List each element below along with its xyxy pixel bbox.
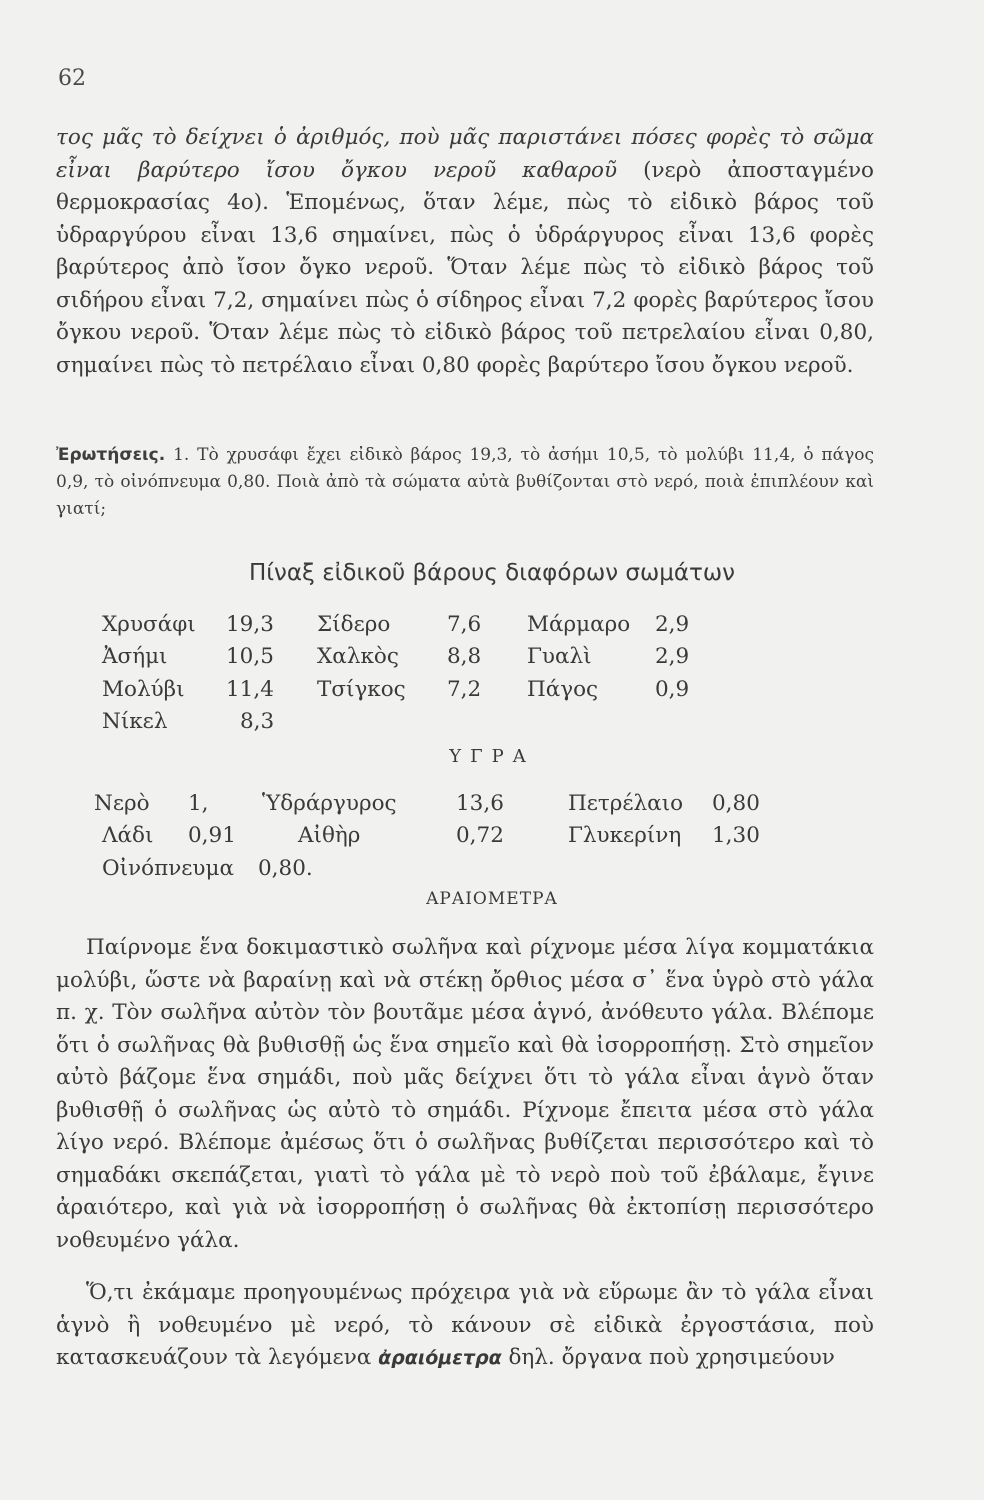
solid-name: Σίδερο xyxy=(317,612,391,637)
solid-name: Πάγος xyxy=(527,677,599,702)
liquid-name: Οἰνόπνευμα xyxy=(102,856,234,881)
intro-italic-lead: τος μᾶς τὸ δείχνει ὁ ἀριθμός, ποὺ μᾶς παριστάνει πόσες φορὲς τὸ σῶμα εἶναι βαρύτερο ἴσου ὄγκου νεροῦ καθαροῦ xyxy=(56,125,874,183)
questions-block xyxy=(56,442,874,523)
liquid-name: Λάδι xyxy=(102,823,154,848)
liquid-value: 1,30 xyxy=(712,823,760,848)
section-heading: ΑΡΑΙΟΜΕΤΡΑ xyxy=(426,889,558,909)
solid-name: Ἀσήμι xyxy=(102,644,168,669)
solid-value: 19,3 xyxy=(226,612,274,637)
liquid-name: Γλυκερίνη xyxy=(568,823,682,848)
liquid-name: Αἰθὴρ xyxy=(298,823,361,848)
page-number: 62 xyxy=(58,66,86,91)
hydrometer-paragraph: Παίρνομε ἕνα δοκιμαστικὸ σωλῆνα καὶ ρίχνομε μέσα λίγα κομματάκια μολύβι, ὥστε νὰ βαραίνῃ καὶ νὰ στέκῃ ὄρθιος μέσα σ᾽ ἕνα ὑγρὸ στὸ γάλα π. χ. Τὸν σωλῆνα αὐτὸν τὸν βουτᾶμε μέσα ἁγνό, ἀνόθευτο γάλα. Βλέπομε ὅτι ὁ σωλῆνας θὰ βυθισθῇ ὡς ἕνα σημεῖο καὶ θὰ ἰσορροπήσῃ. Στὸ σημεῖον αὐτὸ βάζομε ἕνα σημάδι, ποὺ μᾶς δείχνει ὅτι τὸ γάλα εἶναι ἁγνὸ ὅταν βυθισθῇ ὁ σωλῆνας ὡς αὐτὸ τὸ σημάδι. Ρίχνομε ἔπειτα μέσα στὸ γάλα λίγο νερό. Βλέπομε ἀμέσως ὅτι ὁ σωλῆνας βυθίζεται περισσότερο καὶ τὸ σημαδάκι σκεπάζεται, γιατὶ τὸ γάλα μὲ τὸ νερὸ ποὺ τοῦ ἐβάλαμε, ἔγινε ἀραιότερο, καὶ γιὰ νὰ ἰσορροπήσῃ ὁ σωλῆνας θὰ ἐκτοπίσῃ περισσότερο νοθευμένο γάλα. xyxy=(56,935,874,1253)
questions-text: 1. Τὸ χρυσάφι ἔχει εἰδικὸ βάρος 19,3, τὸ ἀσήμι 10,5, τὸ μολύβι 11,4, ὁ πάγος 0,9, τὸ οἰνόπνευμα 0,80. Ποιὰ ἀπὸ τὰ σώματα αὐτὰ βυθίζονται στὸ νερό, ποιὰ ἐπιπλέουν καὶ γιατί; xyxy=(56,445,874,519)
para2-start: Ὅ,τι ἐκάμαμε προηγουμένως πρόχειρα γιὰ νὰ εὕρωμε ἂν τὸ γάλα εἶναι ἁγνὸ ἢ νοθευμένο μὲ νερό, τὸ κάνουν σὲ εἰδικὰ ἐργοστάσια, ποὺ κατασκευάζουν τὰ λεγόμενα xyxy=(56,1280,874,1370)
solid-name: Νίκελ xyxy=(102,709,168,734)
questions-label: Ἐρωτήσεις. xyxy=(56,445,166,465)
liquid-value: 13,6 xyxy=(456,791,504,816)
liquid-name: Ὑδράργυρος xyxy=(262,791,397,816)
liquids-heading: ΥΓΡΑ xyxy=(449,746,535,767)
liquid-value: 1, xyxy=(188,791,209,816)
solid-name: Χρυσάφι xyxy=(102,612,196,637)
intro-text: (νερὸ ἀποσταγμένο θερμοκρασίας 4ο). Ἑπομένως, ὅταν λέμε, πὼς τὸ εἰδικὸ βάρος τοῦ ὑδραργύρου εἶναι 13,6 σημαίνει, πὼς ὁ ὑδράργυρος εἶναι 13,6 φορὲς βαρύτερος ἀπὸ ἴσον ὄγκο νεροῦ. Ὅταν λέμε πὼς τὸ εἰδικὸ βάρος τοῦ σιδήρου εἶναι 7,2, σημαίνει πὼς ὁ σίδηρος εἶναι 7,2 φορὲς βαρύτερος ἴσου ὄγκου νεροῦ. Ὅταν λέμε πὼς τὸ εἰδικὸ βάρος τοῦ πετρελαίου εἶναι 0,80, σημαίνει πὼς τὸ πετρέλαιο εἶναι 0,80 φορὲς βαρύτερο ἴσου ὄγκου νεροῦ. xyxy=(56,157,874,378)
term-hydrometers: ἀραιόμετρα xyxy=(378,1347,502,1369)
solid-value: 0,9 xyxy=(655,677,690,702)
solid-value: 7,6 xyxy=(447,612,482,637)
liquid-value: 0,80 xyxy=(712,791,760,816)
solid-value: 10,5 xyxy=(226,644,274,669)
solid-value: 7,2 xyxy=(447,677,482,702)
solid-value: 8,8 xyxy=(447,644,482,669)
solid-name: Γυαλὶ xyxy=(527,644,592,669)
intro-paragraph xyxy=(56,122,874,382)
liquid-name: Πετρέλαιο xyxy=(568,791,684,816)
solid-value: 11,4 xyxy=(226,677,274,702)
liquid-value: 0,80. xyxy=(258,856,313,881)
liquid-value: 0,91 xyxy=(188,823,236,848)
solid-name: Χαλκὸς xyxy=(317,644,399,669)
liquid-value: 0,72 xyxy=(456,823,504,848)
solid-name: Τσίγκος xyxy=(317,677,406,702)
solid-name: Μάρμαρο xyxy=(527,612,631,637)
solid-value: 2,9 xyxy=(655,644,690,669)
liquid-name: Νερὸ xyxy=(94,791,150,816)
solid-value: 2,9 xyxy=(655,612,690,637)
para2-end: δηλ. ὄργανα ποὺ χρησιμεύουν xyxy=(501,1345,835,1370)
solid-name: Μολύβι xyxy=(102,677,185,702)
hydrometer-paragraph-2 xyxy=(56,1277,874,1375)
solid-value: 8,3 xyxy=(240,709,275,734)
table-title: Πίναξ εἰδικοῦ βάρους διαφόρων σωμάτων xyxy=(248,560,736,586)
